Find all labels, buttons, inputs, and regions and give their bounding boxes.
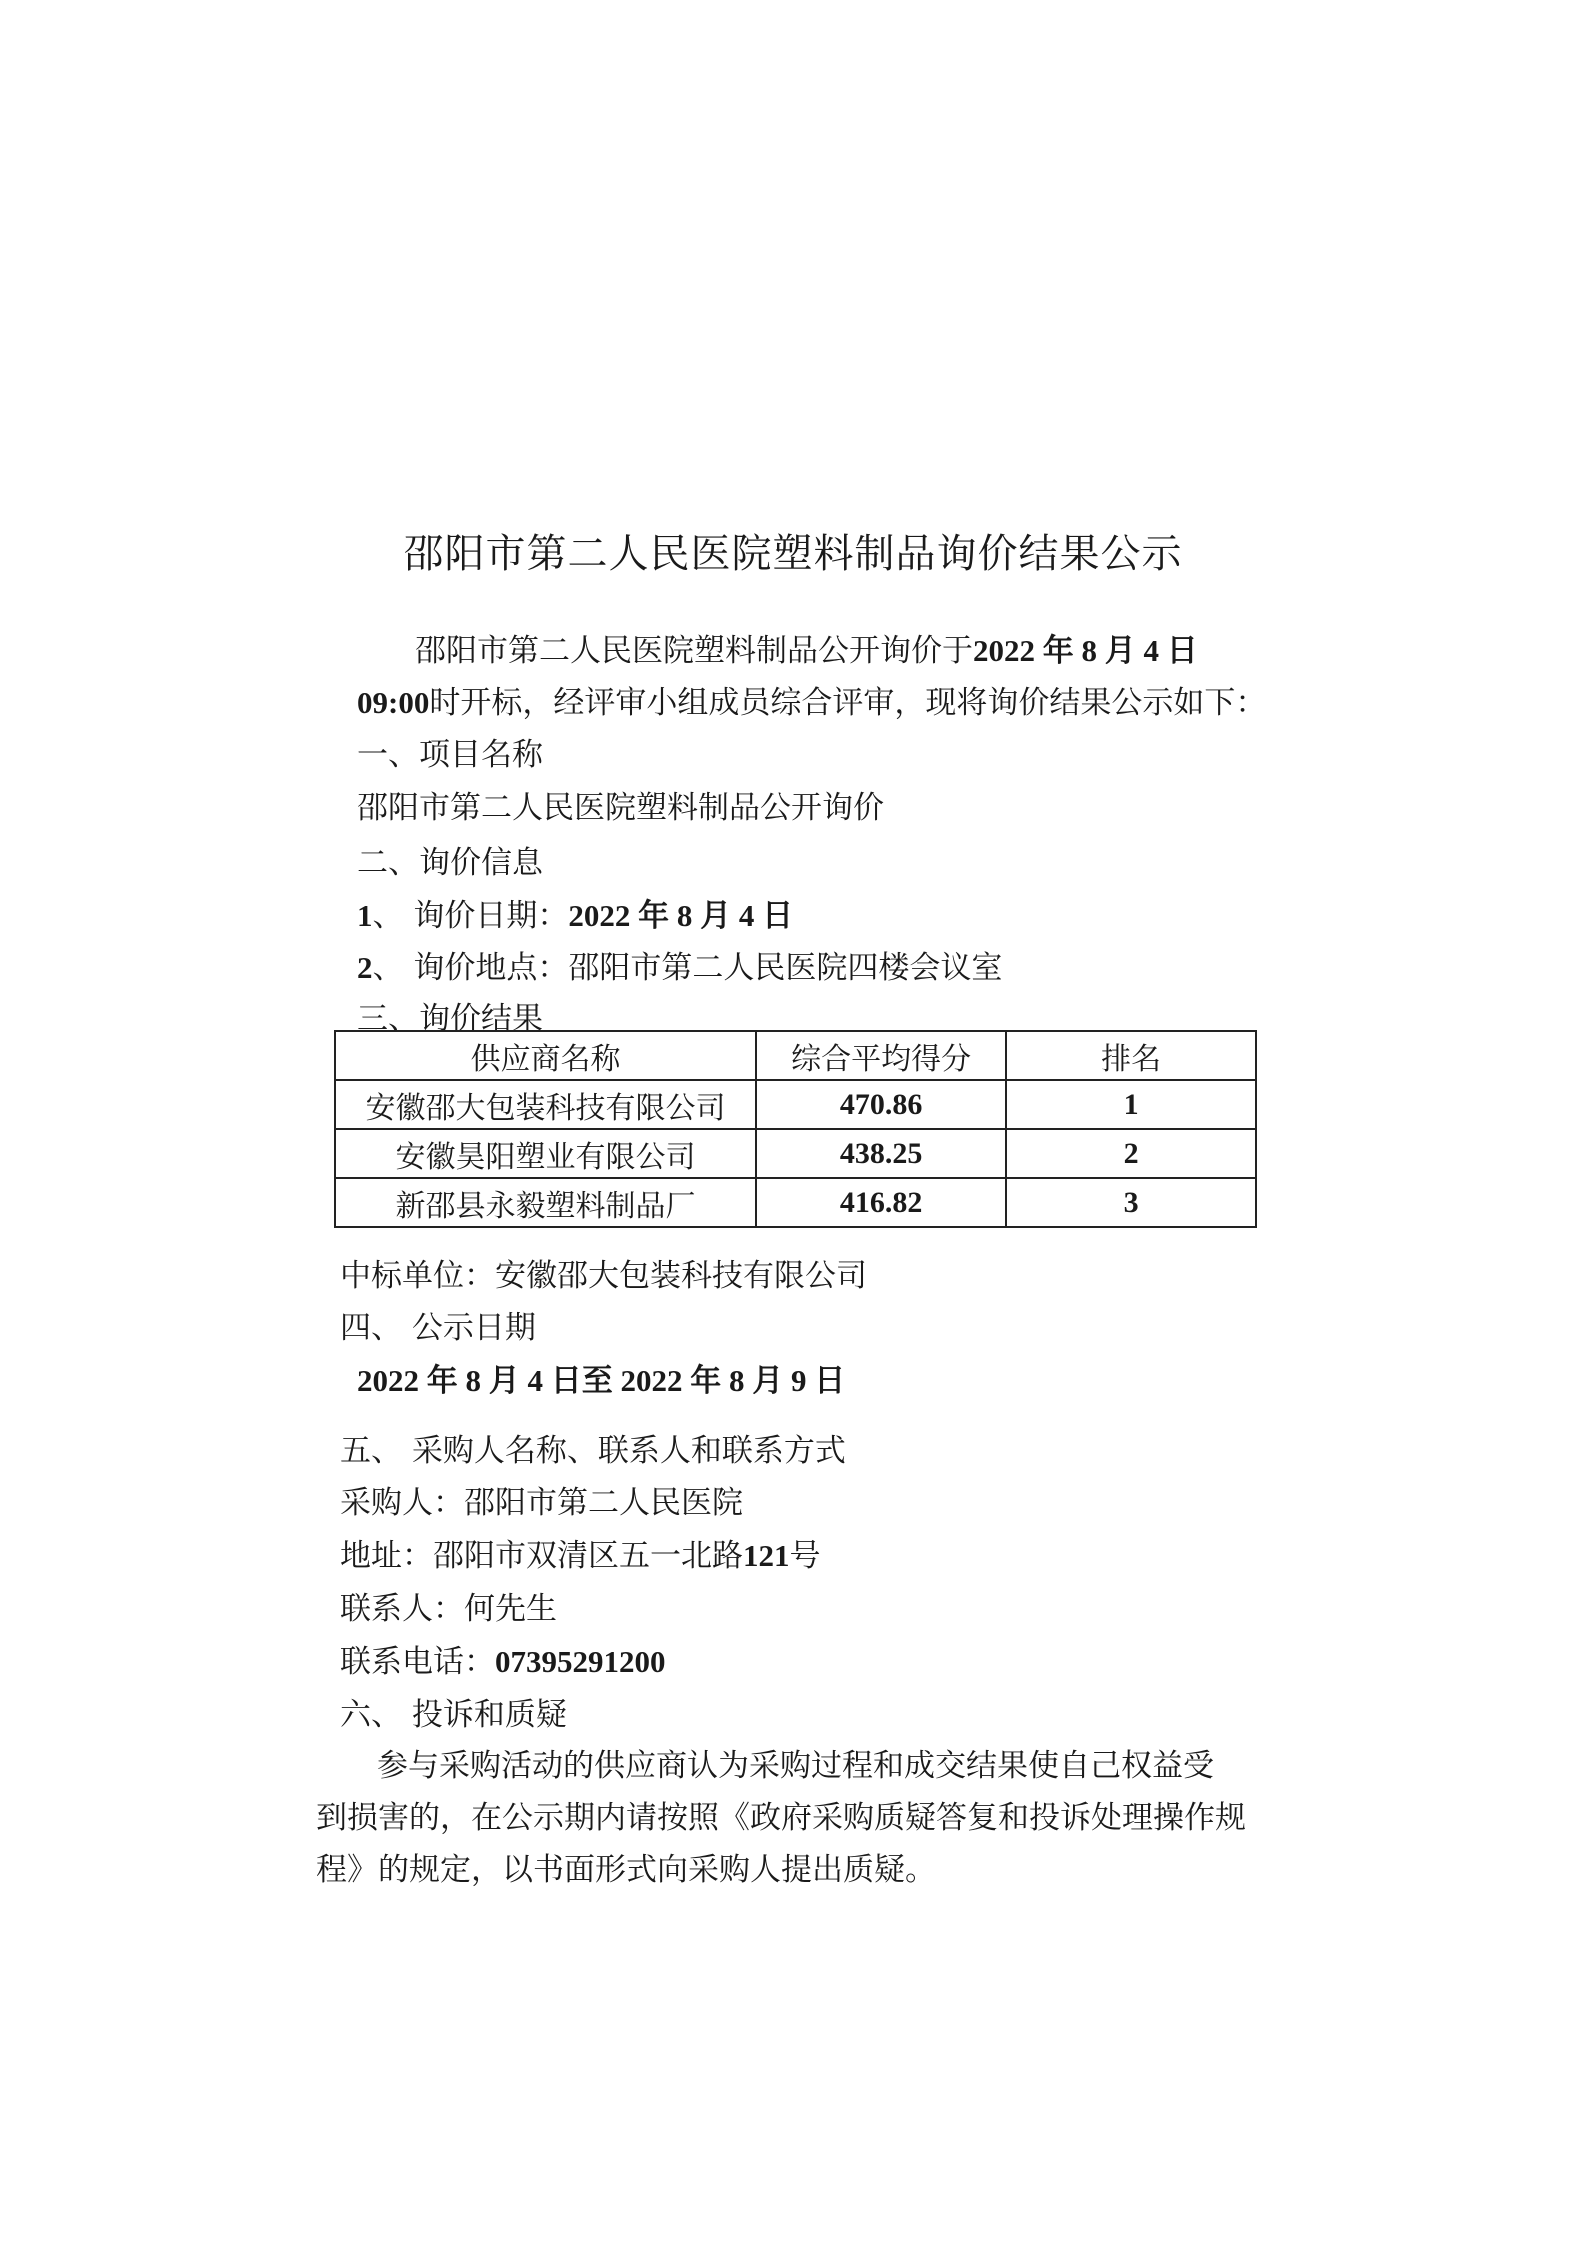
supplier-score: 438.25 [756, 1129, 1006, 1178]
inquiry-date-value: 2022 年 8 月 4 日 [568, 898, 794, 933]
complaint-paragraph-line-3: 程》的规定，以书面形式向采购人提出质疑。 [316, 1852, 936, 1888]
contact-person-line: 联系人：何先生 [340, 1591, 557, 1627]
section-5-heading: 五、 采购人名称、联系人和联系方式 [340, 1433, 846, 1469]
section-3-heading: 三、询价结果 [357, 1001, 543, 1037]
phone-label: 联系电话： [340, 1644, 495, 1680]
inquiry-date-line [357, 890, 793, 935]
header-supplier: 供应商名称 [335, 1031, 756, 1080]
supplier-name: 安徽邵大包装科技有限公司 [335, 1080, 756, 1129]
intro-text-1: 邵阳市第二人民医院塑料制品公开询价于 [415, 633, 973, 669]
item-1-number: 1 [357, 898, 373, 933]
supplier-score: 470.86 [756, 1080, 1006, 1129]
table-row [335, 1129, 1256, 1178]
address-suffix: 号 [789, 1538, 821, 1574]
phone-line [340, 1636, 666, 1681]
supplier-rank: 1 [1006, 1080, 1256, 1129]
supplier-name: 安徽昊阳塑业有限公司 [335, 1129, 756, 1178]
header-score: 综合平均得分 [756, 1031, 1006, 1080]
phone-value: 07395291200 [495, 1644, 666, 1679]
intro-text-2: 时开标，经评审小组成员综合评审，现将询价结果公示如下： [429, 685, 1267, 721]
inquiry-date-label: 、 询价日期： [372, 898, 569, 934]
publicity-period: 2022 年 8 月 4 日至 2022 年 8 月 9 日 [357, 1363, 846, 1398]
intro-time: 09:00 [357, 685, 430, 720]
address-line [340, 1530, 821, 1575]
address-label: 地址：邵阳市双清区五一北路 [340, 1538, 743, 1574]
intro-line-2 [357, 677, 1266, 722]
inquiry-location-line [357, 942, 1002, 987]
section-4-heading: 四、 公示日期 [340, 1310, 536, 1346]
document-title: 邵阳市第二人民医院塑料制品询价结果公示 [403, 531, 1183, 577]
table-row [335, 1080, 1256, 1129]
complaint-paragraph-line-1: 参与采购活动的供应商认为采购过程和成交结果使自己权益受 [377, 1748, 1214, 1784]
section-6-heading: 六、 投诉和质疑 [340, 1697, 567, 1733]
address-number: 121 [743, 1538, 790, 1573]
section-1-body: 邵阳市第二人民医院塑料制品公开询价 [357, 790, 884, 826]
complaint-paragraph-line-2: 到损害的，在公示期内请按照《政府采购质疑答复和投诉处理操作规 [316, 1800, 1246, 1836]
section-1-heading: 一、项目名称 [357, 737, 543, 773]
purchaser-line: 采购人：邵阳市第二人民医院 [340, 1485, 743, 1521]
supplier-name: 新邵县永毅塑料制品厂 [335, 1178, 756, 1227]
header-rank: 排名 [1006, 1031, 1256, 1080]
item-2-number: 2 [357, 950, 373, 985]
table-row [335, 1178, 1256, 1227]
supplier-rank: 3 [1006, 1178, 1256, 1227]
supplier-rank: 2 [1006, 1129, 1256, 1178]
results-table [334, 1030, 1257, 1228]
section-2-heading: 二、询价信息 [357, 845, 543, 881]
supplier-score: 416.82 [756, 1178, 1006, 1227]
intro-line-1 [415, 625, 1198, 670]
table-header-row [335, 1031, 1256, 1080]
winning-bidder: 中标单位：安徽邵大包装科技有限公司 [340, 1258, 867, 1294]
inquiry-location-text: 、 询价地点：邵阳市第二人民医院四楼会议室 [372, 950, 1003, 986]
intro-date: 2022 年 8 月 4 日 [973, 633, 1198, 668]
